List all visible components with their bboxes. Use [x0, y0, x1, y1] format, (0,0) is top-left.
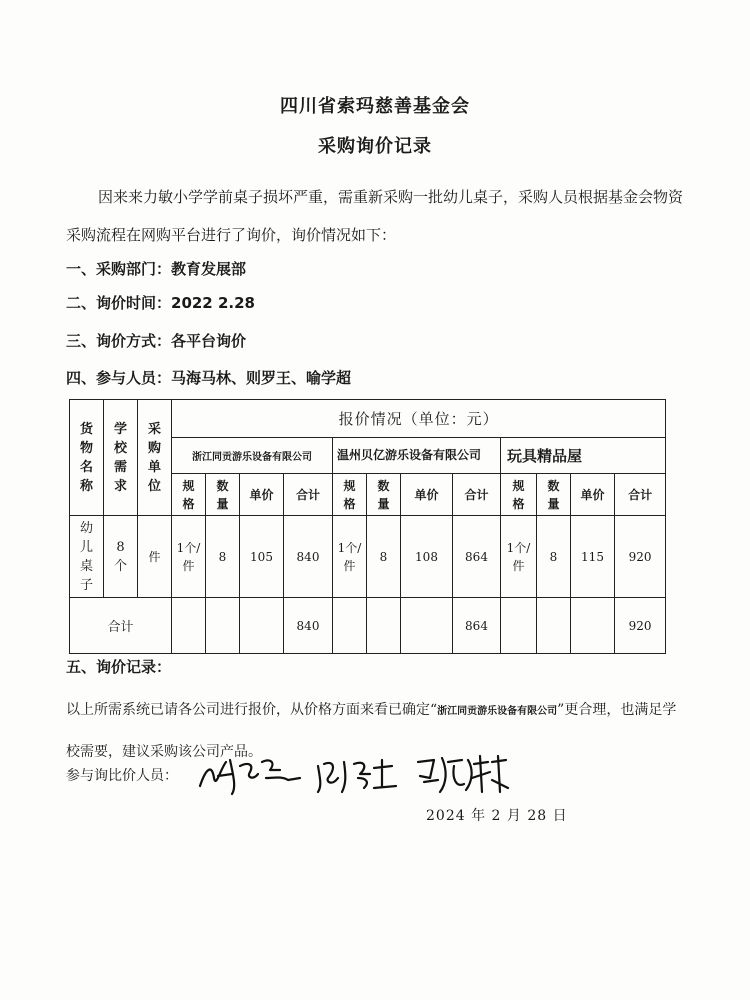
subheader-qty: 数量 — [206, 474, 240, 516]
table-row — [70, 516, 666, 598]
subheader-total: 合计 — [284, 474, 333, 516]
empty-cell — [240, 598, 284, 654]
subheader-total: 合计 — [453, 474, 501, 516]
cell-price: 105 — [240, 516, 284, 598]
empty-cell — [401, 598, 453, 654]
company-2-name: 温州贝亿游乐设备有限公司 — [333, 438, 501, 474]
cell-price: 115 — [571, 516, 615, 598]
section-method: 三、询价方式：各平台询价 — [66, 332, 247, 350]
empty-cell — [367, 598, 401, 654]
total-row — [70, 598, 666, 654]
empty-cell — [333, 598, 367, 654]
header-goods: 货物名称 — [70, 400, 104, 516]
cell-total: 920 — [615, 516, 666, 598]
conclusion-text-after: ”更合理，也满足学校需要，建议采购该公司产品。 — [66, 702, 677, 760]
quote-table — [69, 399, 666, 654]
cell-spec: 1个/件 — [501, 516, 537, 598]
conclusion-text-before: 以上所需系统已请各公司进行报价，从价格方面来看已确定“ — [66, 702, 438, 718]
total-company-2: 864 — [453, 598, 501, 654]
total-company-3: 920 — [615, 598, 666, 654]
total-company-1: 840 — [284, 598, 333, 654]
cell-qty: 8 — [367, 516, 401, 598]
document-date: 2024 年 2 月 28 日 — [426, 808, 568, 824]
section-dept: 一、采购部门：教育发展部 — [66, 260, 247, 278]
empty-cell — [537, 598, 571, 654]
signature-label: 参与询比价人员： — [66, 768, 178, 784]
document-title: 采购询价记录 — [318, 136, 432, 157]
cell-price: 108 — [401, 516, 453, 598]
signature-3 — [412, 748, 512, 798]
section-time: 二、询价时间：2022 2.28 — [66, 294, 255, 312]
header-need: 学校需求 — [104, 400, 138, 516]
subheader-spec: 规格 — [172, 474, 206, 516]
subheader-price: 单价 — [571, 474, 615, 516]
cell-goods: 幼儿桌子 — [70, 516, 104, 598]
total-label: 合计 — [70, 598, 172, 654]
subheader-total: 合计 — [615, 474, 666, 516]
cell-spec: 1个/件 — [333, 516, 367, 598]
subheader-price: 单价 — [401, 474, 453, 516]
cell-qty: 8 — [537, 516, 571, 598]
section-record: 五、询价记录： — [66, 658, 172, 676]
empty-cell — [206, 598, 240, 654]
subheader-price: 单价 — [240, 474, 284, 516]
company-1-name: 浙江同贡游乐设备有限公司 — [172, 438, 333, 474]
intro-paragraph: 因来来力敏小学学前桌子损坏严重，需重新采购一批幼儿桌子，采购人员根据基金会物资采购流程在网购平台进行了询价，询价情况如下： — [66, 188, 684, 244]
cell-need: 8个 — [104, 516, 138, 598]
empty-cell — [571, 598, 615, 654]
cell-qty: 8 — [206, 516, 240, 598]
subheader-spec: 规格 — [333, 474, 367, 516]
subheader-qty: 数量 — [537, 474, 571, 516]
empty-cell — [172, 598, 206, 654]
cell-spec: 1个/件 — [172, 516, 206, 598]
subheader-spec: 规格 — [501, 474, 537, 516]
signature-2 — [312, 748, 402, 798]
cell-total: 864 — [453, 516, 501, 598]
cell-unit: 件 — [138, 516, 172, 598]
signature-1 — [196, 748, 306, 798]
section-people: 四、参与人员：马海马林、则罗王、喻学超 — [66, 369, 352, 387]
subheader-qty: 数量 — [367, 474, 401, 516]
empty-cell — [501, 598, 537, 654]
header-unit: 采购单位 — [138, 400, 172, 516]
organization-title: 四川省索玛慈善基金会 — [280, 96, 470, 117]
cell-total: 840 — [284, 516, 333, 598]
company-3-name: 玩具精品屋 — [501, 438, 666, 474]
conclusion-company: 浙江同贡游乐设备有限公司 — [437, 706, 558, 717]
quote-header: 报价情况（单位：元） — [172, 400, 666, 438]
